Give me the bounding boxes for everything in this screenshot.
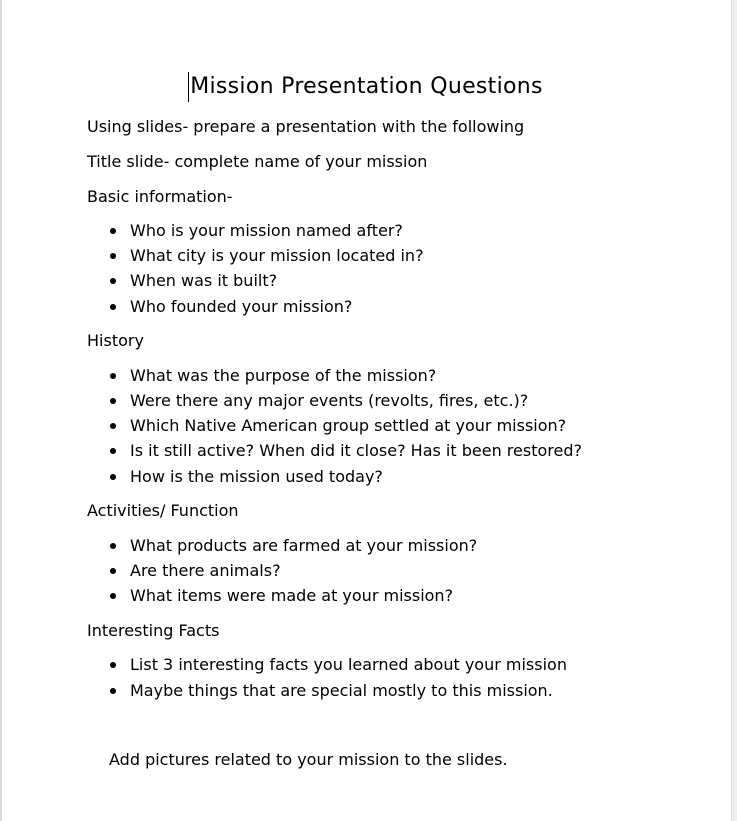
- section-heading-activities: Activities/ Function: [87, 501, 239, 520]
- list-item-text: Maybe things that are special mostly to this mission.: [130, 681, 553, 700]
- list-item-text: When was it built?: [130, 271, 278, 290]
- bullet-icon: [110, 662, 116, 668]
- bullet-icon: [110, 228, 116, 234]
- list-item-text: List 3 interesting facts you learned about your mission: [130, 655, 567, 674]
- list-item-text: Are there animals?: [130, 561, 281, 580]
- list-item-text: What products are farmed at your mission?: [130, 536, 478, 555]
- bullet-icon: [110, 278, 116, 284]
- page-right-scroll-edge: [731, 0, 737, 821]
- text-cursor: [188, 72, 189, 102]
- list-item-text: Which Native American group settled at your mission?: [130, 416, 567, 435]
- section-heading-interesting-facts: Interesting Facts: [87, 621, 220, 640]
- bullet-icon: [110, 304, 116, 310]
- list-item-text: Who founded your mission?: [130, 297, 353, 316]
- list-item-text: Were there any major events (revolts, fires, etc.)?: [130, 391, 529, 410]
- bullet-icon: [110, 568, 116, 574]
- bullet-icon: [110, 423, 116, 429]
- section-heading-basic-information: Basic information-: [87, 187, 233, 206]
- list-item-text: How is the mission used today?: [130, 467, 383, 486]
- bullet-icon: [110, 398, 116, 404]
- list-item-text: What city is your mission located in?: [130, 246, 424, 265]
- list-item-text: Is it still active? When did it close? Has it been restored?: [130, 441, 582, 460]
- bullet-icon: [110, 543, 116, 549]
- document-title-line: [0, 72, 731, 102]
- title-slide-line: Title slide- complete name of your mission: [87, 152, 428, 171]
- closing-instruction: Add pictures related to your mission to the slides.: [109, 750, 508, 769]
- bullet-icon: [110, 474, 116, 480]
- document-title: Mission Presentation Questions: [190, 74, 543, 99]
- bullet-icon: [110, 448, 116, 454]
- section-heading-history: History: [87, 331, 144, 350]
- list-item-text: What items were made at your mission?: [130, 586, 454, 605]
- list-item-text: What was the purpose of the mission?: [130, 366, 437, 385]
- list-item-text: Who is your mission named after?: [130, 221, 403, 240]
- bullet-icon: [110, 688, 116, 694]
- intro-line: Using slides- prepare a presentation with the following: [87, 117, 525, 136]
- bullet-icon: [110, 253, 116, 259]
- bullet-icon: [110, 373, 116, 379]
- bullet-icon: [110, 593, 116, 599]
